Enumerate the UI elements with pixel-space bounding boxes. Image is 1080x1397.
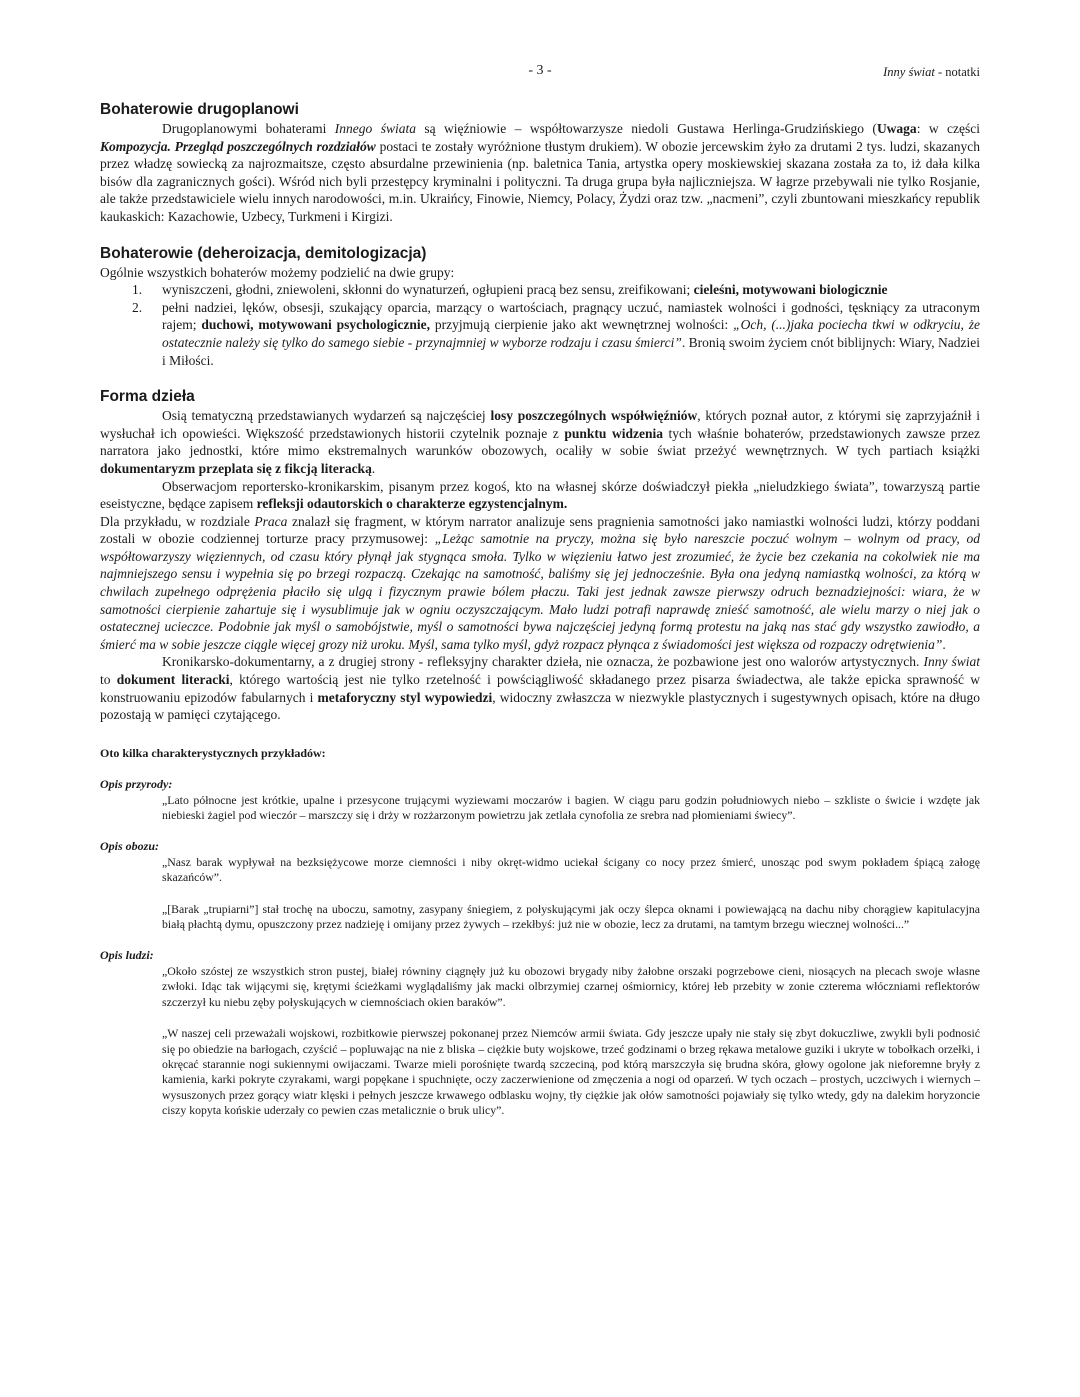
camp-quote-2: „[Barak „trupiarni”] stał trochę na uboczu, samotny, zasypany śniegiem, z połyskującymi jak oczy ślepca oknami i powiewającą na dachu niby chorągiew kapitulacyjna białą płachtą dymu, opuszczony przez nadzieję i omijany przez żywych – rzekłbyś: już nie w obozie, lecz za drutami, na tamtym brzegu wiecznej wolności...” — [162, 901, 980, 932]
paragraph-form-4: Kronikarsko-dokumentarny, a z drugiej strony - refleksyjny charakter dzieła, nie oznacza, że pozbawione jest ono walorów artystycznych. Inny świat to dokument literacki, którego wartością jest nie tylko rzetelność i powściągliwość składanego przez pisarza świadectwa, ale także epicka sprawność w konstruowaniu epizodów fabularnych i metaforyczny styl wypowiedzi, widoczny zwłaszcza w niezwykle plastycznych i sugestywnych opisach, które na długo pozostają w pamięci czytającego. — [100, 654, 981, 723]
section-title-form: Forma dzieła — [100, 388, 195, 406]
paragraph-heroes-intro: Ogólnie wszystkich bohaterów możemy podzielić na dwie grupy: — [100, 264, 455, 280]
list-item: 1. wyniszczeni, głodni, zniewoleni, skłonni do wynaturzeń, ogłupieni pracą bez sensu, zreifikowani; cieleśni, motywowani biologicznie — [132, 282, 888, 298]
nature-label: Opis przyrody: — [100, 777, 173, 792]
camp-label: Opis obozu: — [100, 839, 160, 854]
camp-quote-1: „Nasz barak wypływał na bezksiężycowe morze ciemności i niby okręt-widmo uciekał ścigany co nocy przez śmierć, unosząc pod swym pokładem śpiącą załogę skazańców”. — [162, 854, 980, 885]
running-title-suffix: - notatki — [934, 65, 980, 79]
document-page — [100, 58, 980, 1119]
running-title — [883, 64, 980, 82]
people-label: Opis ludzi: — [100, 948, 154, 963]
paragraph-form-1: Osią tematyczną przedstawianych wydarzeń są najczęściej losy poszczególnych współwięźniów, których poznał autor, z którymi się zaprzyjaźnił i wysłuchał ich opowieści. Większość przedstawionych historii czytelnik poznaje z punktu widzenia tych właśnie bohaterów, przedstawionych zawsze przez narratora jako jednostki, które mimo ekstremalnych warunków obozowych, ocaliły w sobie świat przeżyć wewnętrznych. W tych partiach książki dokumentaryzm przeplata się z fikcją literacką. — [100, 408, 981, 476]
heroes-list — [100, 281, 980, 369]
paragraph-form-2: Obserwacjom reportersko-kronikarskim, pisanym przez kogoś, kto na własnej skórze doświadczył piekła „nieludzkiego świata”, towarzyszą partie eseistyczne, będące zapisem refleksji odautorskich o charakterze egzystencjalnym. — [100, 478, 980, 512]
people-quote-1: „Około szóstej ze wszystkich stron pustej, białej równiny ciągnęły już ku obozowi brygady niby żałobne orszaki pogrzebowe cieni, niosących na plecach swoje własne zwłoki. Idąc tak wijącymi się, krętymi ścieżkami wyglądaliśmy jak macki olbrzymiej czarnej ośmiornicy, której łeb przebity w zonie czterema włóczniami reflektorów szczerzył ku niebu zęby połyskujących w ciemnościach okien baraków”. — [162, 963, 980, 1009]
page-number: - 3 - — [528, 63, 552, 78]
nature-quote: „Lato północne jest krótkie, upalne i przesycone trującymi wyziewami moczarów i bagien. W ciągu paru godzin południowych niebo – szkliste o świcie i wzdęte jak niebieski żagiel pod wieczór – marszczy się i drży w rozżarzonym powietrzu jak zetlała cynofolia ze srebra nad płomieniami świecy”. — [162, 792, 980, 823]
list-item: 2. pełni nadziei, lęków, obsesji, szukający oparcia, marzący o wartościach, pragnący uczuć, namiastek wolności i godności, tęskniący za utraconym rajem; duchowi, motywowani psychologicznie, przyjmują cierpienie jako akt wewnętrznej wolności: „Och, (...)jaka pociecha tkwi w odkryciu, że ostatecznie należy się tylko do samego siebie - przynajmniej w wyborze rodzaju i czasu śmierci”. Bronią swoim życiem cnót biblijnych: Wiary, Nadziei i Miłości. — [132, 299, 980, 368]
paragraph-secondary-characters: Drugoplanowymi bohaterami Innego świata są więźniowie – współtowarzysze niedoli Gustawa Herlinga-Grudzińskiego (Uwaga: w części Kompozycja. Przegląd poszczególnych rozdziałów postaci te zostały wyróżnione tłustym drukiem). W obozie jercewskim żyło za drutami 2 tys. ludzi, skazanych przez władzę sowiecką za najrozmaitsze, często absurdalne przewinienia (np. baletnica Tania, artystka opery moskiewskiej skazana została za to, iż dała kilka bisów dla zagranicznych gości). Wśród nich byli przestępcy kryminalni i polityczni. Ta druga grupa była najliczniejsza. W łagrze przebywali nie tylko Rosjanie, ale także przedstawiciele wielu innych narodowości, m.in. Ukraińcy, Finowie, Niemcy, Polacy, Żydzi oraz tzw. „nacmeni”, czyli zbuntowani mieszkańcy republik kaukaskich: Kazachowie, Uzbecy, Turkmeni i Kirgizi. — [100, 121, 980, 224]
examples-section — [100, 746, 980, 1119]
running-title-book: Inny świat — [883, 65, 935, 79]
people-quote-2: „W naszej celi przeważali wojskowi, rozbitkowie pierwszej pokonanej przez Niemców armii świata. Gdy jeszcze upały nie stały się zbyt dokuczliwe, zwykli byli podnosić się po obiedzie na barłogach, czyścić – popluwając na nie z bliska – ciężkie buty wojskowe, trzeć godzinami o brzeg rękawa metalowe guziki i ukryte w tobołkach orzełki, i okręcać starannie nogi sukiennymi owijaczami. Twarze mieli porośnięte twardą szczeciną, pod którą marszczyła się brudna skóra, głowy ogolone jak nieforemne bryły z kamienia, karki pokryte czyrakami, wargi popękane i spuchnięte, oczy zaczerwienione od zmęczenia a nogi od oparzeń. W tych oczach – prostych, uczciwych i wiernych – wysuszonych przez gorący wiatr klęski i pełnych jeszcze krwawego odblasku wojny, tły ciężkie jak ołów samotności pojawiały się tylko wtedy, gdy na dalekim horyzoncie ciszy kopyta końskie uderzały co pewien czas metalicznie o bruk ulicy”. — [162, 1026, 980, 1118]
examples-heading: Oto kilka charakterystycznych przykładów: — [100, 745, 326, 760]
page-header — [100, 58, 980, 80]
section-title-secondary-characters: Bohaterowie drugoplanowi — [100, 101, 299, 118]
section-title-heroes: Bohaterowie (deheroizacja, demitologizacja) — [100, 244, 427, 262]
paragraph-form-3: Dla przykładu, w rozdziale Praca znalazł się fragment, w którym narrator analizuje sens pragnienia samotności jako namiastki wolności ludzi, którzy poddani zostali w obozie codziennej torturze pracy przymusowej: „Leżąc samotnie na pryczy, można się było nareszcie poczuć wolnym – wolnym od pracy, od współtowarzyszy więziennych, od czasu który płynął jak stygnąca smoła. Tylko w więzieniu łatwo jest zrozumieć, że życie bez czekania na cokolwiek nie ma najmniejszego sensu i wypełnia się po brzegi rozpaczą. Czekając na samotność, baliśmy się jej jednocześnie. Była ona jedyną namiastką wolności, za którą w chwilach zupełnego odprężenia płaciło się ulgą i fizycznym prawie bólem płaczu. Taki jest jednak zawsze pierwszy odruch beznadziejności: wiara, że w samotności cierpienie zahartuje się i wysublimuje jak w ogniu oczyszczającym. Mało ludzi potrafi naprawdę znieść samotność, ale wielu marzy o niej jak o ostatecznej ucieczce. Podobnie jak myśl o samobójstwie, myśl o samotności bywa najczęściej jedyną formą protestu na jaką nas stać gdy wszystko zawiodło, a śmierć ma w sobie jeszcze ciągle więcej grozy niż uroku. Myśl, sama tylko myśl, gdyż rozpacz płynąca z świadomości jest większa od rozpaczy odrętwienia”. — [100, 513, 980, 652]
